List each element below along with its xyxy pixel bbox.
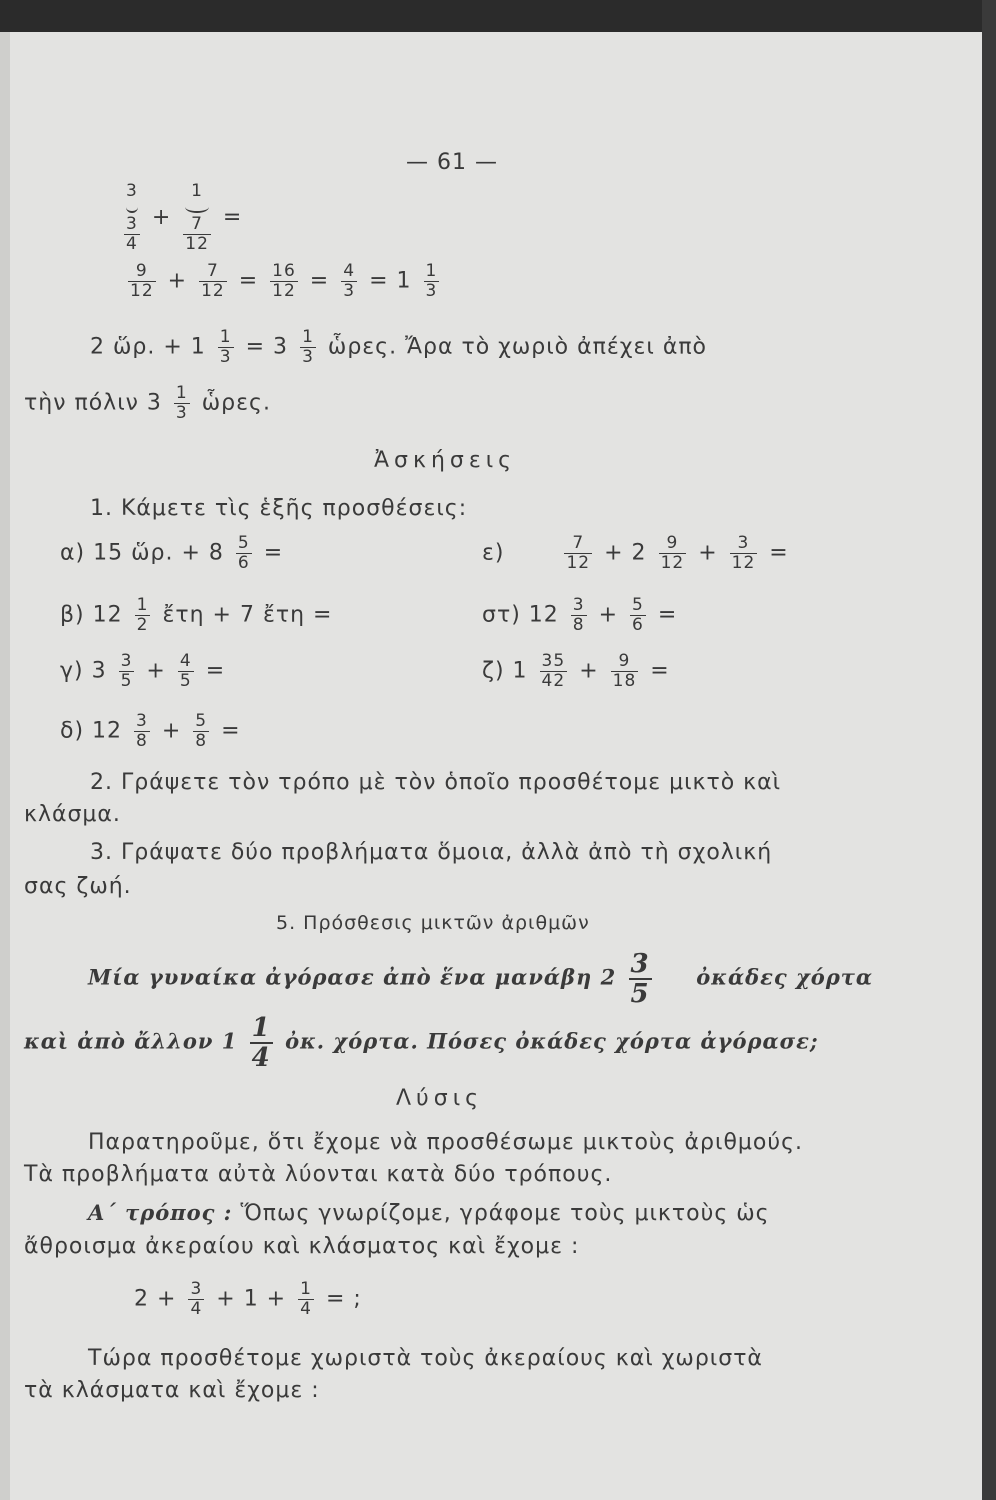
denominator: 8 bbox=[195, 731, 208, 751]
fraction bbox=[629, 950, 652, 1008]
fraction bbox=[730, 534, 758, 573]
text: ὧρες. Ἄρα τὸ χωριὸ ἀπέχει ἀπὸ bbox=[327, 334, 708, 360]
text: ὀκάδες χόρτα bbox=[696, 964, 874, 990]
problem-line-1 bbox=[88, 950, 873, 1008]
fraction bbox=[611, 652, 639, 691]
last-line-2: τὰ κλάσματα καὶ ἔχομε : bbox=[24, 1378, 320, 1403]
numerator: 4 bbox=[179, 651, 192, 671]
denominator: 5 bbox=[120, 671, 133, 691]
fraction bbox=[300, 328, 316, 367]
numerator: 9 bbox=[659, 534, 687, 554]
text: = 3 bbox=[245, 334, 289, 360]
solution-heading: Λύσις bbox=[396, 1086, 484, 1111]
exercise-g bbox=[60, 652, 225, 691]
numerator: 1 bbox=[219, 327, 232, 347]
page-left-shade bbox=[0, 32, 10, 1500]
plus-sign: + bbox=[579, 658, 599, 684]
numerator: 5 bbox=[237, 533, 250, 553]
brace-b bbox=[185, 201, 209, 213]
way-a-line-2: ἄθροισμα ἀκεραίου καὶ κλάσματος καὶ ἔχομε : bbox=[24, 1234, 580, 1259]
solution-line-2: Τὰ προβλήματα αὐτὰ λύονται κατὰ δύο τρόπους. bbox=[24, 1162, 613, 1187]
numerator: 3 bbox=[126, 214, 138, 234]
exercise-1-text: 1. Κάμετε τὶς ἑξῆς προσθέσεις: bbox=[90, 496, 468, 521]
page-number: — 61 — bbox=[406, 150, 498, 175]
way-label: Α΄ τρόπος : bbox=[88, 1200, 233, 1225]
numerator: 3 bbox=[572, 595, 585, 615]
exercise-z bbox=[482, 652, 670, 691]
text: = bbox=[657, 602, 678, 628]
numerator: 1 bbox=[136, 595, 149, 615]
denominator: 3 bbox=[343, 281, 356, 301]
denominator: 4 bbox=[251, 1043, 271, 1073]
denominator: 4 bbox=[126, 234, 138, 254]
numerator: 4 bbox=[343, 261, 356, 281]
numerator: 3 bbox=[136, 711, 148, 731]
plus-sign: + bbox=[167, 268, 188, 294]
fraction bbox=[424, 262, 440, 301]
text: δ) 12 bbox=[60, 718, 123, 744]
brace-a bbox=[126, 201, 138, 213]
text: + 2 bbox=[604, 540, 647, 566]
denominator: 6 bbox=[237, 553, 250, 573]
scan-right-edge bbox=[982, 0, 996, 1500]
numerator: 3 bbox=[630, 949, 650, 979]
denominator: 4 bbox=[190, 1299, 203, 1319]
equals-sign: = bbox=[238, 268, 259, 294]
text: τὴν πόλιν 3 bbox=[24, 390, 162, 416]
denominator: 12 bbox=[130, 281, 154, 301]
numerator: 5 bbox=[195, 711, 208, 731]
denominator: 2 bbox=[136, 615, 149, 635]
numerator: 1 bbox=[251, 1013, 271, 1043]
way-a-line-1 bbox=[88, 1200, 770, 1226]
denominator: 5 bbox=[630, 979, 650, 1009]
text: = bbox=[263, 540, 284, 566]
fraction bbox=[564, 534, 592, 573]
denominator: 4 bbox=[300, 1299, 312, 1319]
exercise-b bbox=[60, 596, 332, 635]
numerator: 3 bbox=[120, 651, 133, 671]
text: Μία γυναίκα ἀγόρασε ἀπὸ ἕνα μανάβη 2 bbox=[88, 964, 617, 990]
text: β) 12 bbox=[60, 602, 123, 628]
brace-multiplier-a: 3 bbox=[126, 181, 138, 201]
numerator: 3 bbox=[730, 534, 758, 554]
text: + 1 + bbox=[216, 1286, 287, 1312]
fraction bbox=[236, 534, 252, 573]
exercise-3-line-1: 3. Γράψατε δύο προβλήματα ὅμοια, ἀλλὰ ἀπὸ τὴ σχολική bbox=[90, 840, 773, 865]
fraction bbox=[659, 534, 687, 573]
text: στ) 12 bbox=[482, 602, 559, 628]
fraction bbox=[218, 328, 234, 367]
fraction bbox=[270, 262, 298, 301]
denominator: 12 bbox=[731, 553, 756, 573]
section-5-heading: 5. Πρόσθεσις μικτῶν ἀριθμῶν bbox=[276, 912, 590, 934]
equals-sign: = bbox=[222, 205, 243, 230]
calc-line-2 bbox=[124, 262, 443, 301]
fraction bbox=[193, 712, 209, 751]
text: ἔτη + 7 ἔτη = bbox=[162, 602, 333, 628]
exercise-st bbox=[482, 596, 677, 635]
fraction bbox=[119, 652, 135, 691]
denominator: 3 bbox=[425, 281, 438, 301]
numerator: 7 bbox=[564, 534, 592, 554]
text: ε) bbox=[482, 540, 505, 566]
equation-line bbox=[134, 1280, 362, 1319]
exercise-2-line-1: 2. Γράψετε τὸν τρόπο μὲ τὸν ὁποῖο προσθέτομε μικτὸ καὶ bbox=[90, 770, 782, 795]
denominator: 12 bbox=[185, 234, 209, 254]
text: = bbox=[205, 658, 226, 684]
fraction bbox=[178, 652, 194, 691]
plus-sign: + bbox=[146, 658, 166, 684]
numerator: 1 bbox=[300, 1279, 312, 1299]
text: = ; bbox=[325, 1286, 362, 1312]
plus-sign: + bbox=[698, 540, 718, 566]
text: Ὅπως γνωρίζομε, γράφομε τοὺς μικτοὺς ὡς bbox=[240, 1201, 770, 1226]
fraction-a bbox=[124, 182, 140, 254]
text: ὀκ. χόρτα. Πόσες ὀκάδες χόρτα ἀγόρασε; bbox=[285, 1028, 819, 1054]
exercise-d bbox=[60, 712, 241, 751]
problem-line-2 bbox=[24, 1014, 819, 1072]
text: = bbox=[769, 540, 789, 566]
fraction bbox=[128, 262, 156, 301]
denominator: 8 bbox=[136, 731, 148, 751]
denominator: 3 bbox=[219, 347, 232, 367]
denominator: 18 bbox=[612, 671, 637, 691]
denominator: 6 bbox=[632, 615, 644, 635]
text: καὶ ἀπὸ ἄλλον 1 bbox=[24, 1028, 238, 1054]
numerator: 1 bbox=[302, 327, 314, 347]
text: ζ) 1 bbox=[482, 658, 528, 684]
solution-line-1: Παρατηροῦμε, ὅτι ἔχομε νὰ προσθέσωμε μικτοὺς ἀριθμούς. bbox=[88, 1130, 804, 1155]
text: α) 15 ὥρ. + 8 bbox=[60, 540, 224, 566]
brace-multiplier-b: 1 bbox=[191, 181, 203, 201]
exercise-2-line-2: κλάσμα. bbox=[24, 802, 121, 827]
fraction bbox=[298, 1280, 314, 1319]
denominator: 3 bbox=[302, 347, 314, 367]
scan-top-edge bbox=[0, 0, 996, 32]
numerator: 9 bbox=[611, 652, 639, 672]
fraction bbox=[540, 652, 568, 691]
text: 2 ὥρ. + 1 bbox=[90, 334, 206, 360]
denominator: 12 bbox=[566, 553, 591, 573]
fraction bbox=[571, 596, 587, 635]
text: 2 + bbox=[134, 1286, 177, 1312]
last-line-1: Τώρα προσθέτομε χωριστὰ τοὺς ἀκεραίους καὶ χωριστὰ bbox=[88, 1346, 763, 1371]
denominator: 42 bbox=[541, 671, 566, 691]
exercise-a bbox=[60, 534, 283, 573]
plus-sign: + bbox=[598, 602, 619, 628]
numerator: 9 bbox=[128, 262, 156, 282]
fraction bbox=[134, 712, 150, 751]
exercise-3-line-2: σας ζωή. bbox=[24, 874, 132, 899]
calc-line-1 bbox=[120, 182, 242, 254]
plus-sign: + bbox=[161, 718, 182, 744]
denominator: 12 bbox=[201, 281, 225, 301]
numerator: 1 bbox=[425, 261, 438, 281]
fraction bbox=[135, 596, 151, 635]
numerator: 3 bbox=[190, 1279, 203, 1299]
numerator: 7 bbox=[199, 262, 227, 282]
fraction bbox=[630, 596, 646, 635]
numerator: 35 bbox=[541, 651, 566, 671]
fraction bbox=[174, 384, 190, 423]
numerator: 7 bbox=[183, 215, 211, 235]
fraction bbox=[188, 1280, 204, 1319]
denominator: 8 bbox=[572, 615, 585, 635]
denominator: 12 bbox=[272, 281, 296, 301]
fraction-b bbox=[183, 182, 211, 254]
exercises-heading: Ἀσκήσεις bbox=[374, 448, 517, 473]
text: γ) 3 bbox=[60, 658, 107, 684]
equals-sign: = bbox=[309, 268, 330, 294]
fraction bbox=[250, 1014, 273, 1072]
numerator: 1 bbox=[175, 383, 188, 403]
calc-line-3 bbox=[90, 328, 707, 367]
numerator: 16 bbox=[272, 261, 296, 281]
numerator: 5 bbox=[632, 595, 644, 615]
exercise-e bbox=[482, 534, 789, 573]
equals-sign: = bbox=[369, 268, 389, 294]
text: = bbox=[650, 658, 670, 684]
denominator: 12 bbox=[660, 553, 685, 573]
denominator: 3 bbox=[175, 403, 188, 423]
denominator: 5 bbox=[179, 671, 192, 691]
fraction bbox=[199, 262, 227, 301]
text: ὧρες. bbox=[201, 390, 271, 416]
text: = bbox=[221, 718, 241, 744]
calc-line-4 bbox=[24, 384, 271, 423]
whole-number: 1 bbox=[396, 268, 412, 294]
fraction bbox=[341, 262, 357, 301]
plus-sign: + bbox=[151, 205, 172, 230]
